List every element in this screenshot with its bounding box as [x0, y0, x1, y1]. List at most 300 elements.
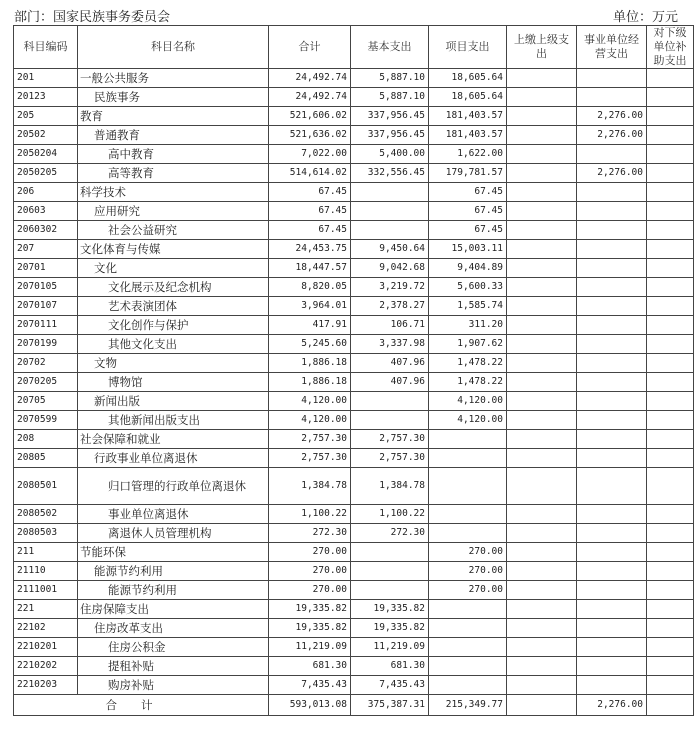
cell-code: 20702	[14, 354, 78, 373]
cell-subsidy	[647, 297, 694, 316]
col-header-upper: 上缴上级支出	[507, 26, 577, 69]
table-row	[14, 581, 694, 600]
cell-total: 1,100.22	[269, 505, 351, 524]
cell-code: 207	[14, 240, 78, 259]
cell-business	[577, 278, 647, 297]
cell-total: 272.30	[269, 524, 351, 543]
cell-business	[577, 411, 647, 430]
cell-total: 270.00	[269, 562, 351, 581]
cell-total: 24,492.74	[269, 88, 351, 107]
table-row	[14, 524, 694, 543]
table-body	[14, 69, 694, 716]
cell-code: 2210202	[14, 657, 78, 676]
cell-project	[429, 657, 507, 676]
cell-business	[577, 373, 647, 392]
cell-basic: 3,219.72	[351, 278, 429, 297]
cell-name: 艺术表演团体	[78, 297, 269, 316]
cell-subsidy	[647, 278, 694, 297]
cell-upper	[507, 676, 577, 695]
cell-upper	[507, 69, 577, 88]
cell-total: 7,435.43	[269, 676, 351, 695]
cell-name: 事业单位离退休	[78, 505, 269, 524]
cell-name: 高中教育	[78, 145, 269, 164]
cell-total: 67.45	[269, 221, 351, 240]
cell-project	[429, 468, 507, 505]
cell-subsidy	[647, 126, 694, 145]
table-row	[14, 619, 694, 638]
cell-project: 270.00	[429, 543, 507, 562]
cell-upper	[507, 88, 577, 107]
cell-name: 其他新闻出版支出	[78, 411, 269, 430]
cell-business	[577, 354, 647, 373]
budget-table	[13, 25, 694, 716]
cell-upper	[507, 411, 577, 430]
cell-name: 住房公积金	[78, 638, 269, 657]
table-row	[14, 145, 694, 164]
cell-upper	[507, 543, 577, 562]
cell-project: 67.45	[429, 221, 507, 240]
cell-name: 一般公共服务	[78, 69, 269, 88]
cell-code: 2070205	[14, 373, 78, 392]
cell-code: 2111001	[14, 581, 78, 600]
cell-project	[429, 430, 507, 449]
cell-basic	[351, 392, 429, 411]
table-row	[14, 221, 694, 240]
cell-basic: 2,757.30	[351, 430, 429, 449]
cell-business	[577, 600, 647, 619]
cell-basic: 1,100.22	[351, 505, 429, 524]
cell-project: 1,907.62	[429, 335, 507, 354]
cell-subsidy	[647, 543, 694, 562]
cell-upper	[507, 581, 577, 600]
cell-code: 2210203	[14, 676, 78, 695]
cell-basic: 5,887.10	[351, 69, 429, 88]
cell-upper	[507, 183, 577, 202]
table-row	[14, 126, 694, 145]
cell-total: 1,886.18	[269, 373, 351, 392]
cell-upper	[507, 600, 577, 619]
cell-business	[577, 240, 647, 259]
cell-basic: 337,956.45	[351, 126, 429, 145]
cell-code: 22102	[14, 619, 78, 638]
cell-name: 其他文化支出	[78, 335, 269, 354]
cell-basic	[351, 202, 429, 221]
cell-business	[577, 221, 647, 240]
cell-subsidy	[647, 202, 694, 221]
department-label: 部门：国家民族事务委员会	[14, 10, 171, 25]
col-header-business: 事业单位经营支出	[577, 26, 647, 69]
cell-upper	[507, 638, 577, 657]
table-header-row	[14, 26, 694, 69]
table-row	[14, 468, 694, 505]
cell-name: 普通教育	[78, 126, 269, 145]
cell-subsidy	[647, 145, 694, 164]
cell-upper	[507, 278, 577, 297]
cell-code: 2050204	[14, 145, 78, 164]
table-row	[14, 657, 694, 676]
cell-name: 能源节约利用	[78, 562, 269, 581]
table-row	[14, 430, 694, 449]
cell-subsidy	[647, 221, 694, 240]
cell-project: 67.45	[429, 183, 507, 202]
cell-basic: 9,450.64	[351, 240, 429, 259]
cell-code: 205	[14, 107, 78, 126]
col-header-code: 科目编码	[14, 26, 78, 69]
cell-project	[429, 505, 507, 524]
cell-name: 住房保障支出	[78, 600, 269, 619]
cell-code: 20805	[14, 449, 78, 468]
cell-basic: 5,887.10	[351, 88, 429, 107]
cell-subsidy	[647, 373, 694, 392]
cell-name: 文化体育与传媒	[78, 240, 269, 259]
cell-subsidy	[647, 524, 694, 543]
cell-code: 2070111	[14, 316, 78, 335]
cell-subsidy	[647, 69, 694, 88]
cell-business	[577, 543, 647, 562]
table-row	[14, 69, 694, 88]
cell-upper	[507, 373, 577, 392]
cell-name: 博物馆	[78, 373, 269, 392]
cell-business: 2,276.00	[577, 107, 647, 126]
cell-basic: 1,384.78	[351, 468, 429, 505]
cell-name: 民族事务	[78, 88, 269, 107]
cell-total: 24,453.75	[269, 240, 351, 259]
cell-project	[429, 600, 507, 619]
table-row	[14, 278, 694, 297]
total-subsidy	[647, 695, 694, 716]
cell-code: 2070599	[14, 411, 78, 430]
table-row	[14, 297, 694, 316]
cell-upper	[507, 126, 577, 145]
table-row	[14, 562, 694, 581]
cell-name: 行政事业单位离退休	[78, 449, 269, 468]
cell-code: 2080501	[14, 468, 78, 505]
cell-name: 文化创作与保护	[78, 316, 269, 335]
cell-code: 20705	[14, 392, 78, 411]
cell-total: 11,219.09	[269, 638, 351, 657]
cell-name: 节能环保	[78, 543, 269, 562]
cell-project: 4,120.00	[429, 411, 507, 430]
cell-basic: 332,556.45	[351, 164, 429, 183]
cell-code: 2070105	[14, 278, 78, 297]
cell-code: 206	[14, 183, 78, 202]
cell-subsidy	[647, 657, 694, 676]
cell-name: 购房补贴	[78, 676, 269, 695]
cell-code: 2080502	[14, 505, 78, 524]
total-total: 593,013.08	[269, 695, 351, 716]
cell-business	[577, 69, 647, 88]
cell-business	[577, 676, 647, 695]
cell-total: 270.00	[269, 581, 351, 600]
cell-business	[577, 449, 647, 468]
cell-total: 521,636.02	[269, 126, 351, 145]
cell-total: 417.91	[269, 316, 351, 335]
cell-subsidy	[647, 619, 694, 638]
table-row	[14, 316, 694, 335]
cell-basic: 272.30	[351, 524, 429, 543]
cell-basic	[351, 562, 429, 581]
cell-business: 2,276.00	[577, 126, 647, 145]
cell-project: 311.20	[429, 316, 507, 335]
cell-total: 3,964.01	[269, 297, 351, 316]
cell-name: 住房改革支出	[78, 619, 269, 638]
cell-business	[577, 657, 647, 676]
cell-business	[577, 619, 647, 638]
cell-basic: 9,042.68	[351, 259, 429, 278]
table-row	[14, 505, 694, 524]
table-row	[14, 676, 694, 695]
cell-total: 1,886.18	[269, 354, 351, 373]
cell-subsidy	[647, 600, 694, 619]
cell-upper	[507, 107, 577, 126]
cell-code: 211	[14, 543, 78, 562]
cell-code: 208	[14, 430, 78, 449]
total-label: 合计	[14, 695, 269, 716]
cell-code: 2210201	[14, 638, 78, 657]
col-header-project: 项目支出	[429, 26, 507, 69]
table-row	[14, 354, 694, 373]
table-row	[14, 259, 694, 278]
cell-basic	[351, 183, 429, 202]
cell-name: 文化展示及纪念机构	[78, 278, 269, 297]
cell-subsidy	[647, 316, 694, 335]
cell-project	[429, 524, 507, 543]
cell-basic: 11,219.09	[351, 638, 429, 657]
table-row	[14, 164, 694, 183]
cell-business	[577, 468, 647, 505]
cell-subsidy	[647, 164, 694, 183]
total-upper	[507, 695, 577, 716]
cell-basic: 19,335.82	[351, 619, 429, 638]
cell-business	[577, 505, 647, 524]
cell-subsidy	[647, 107, 694, 126]
table-row	[14, 240, 694, 259]
cell-project: 1,478.22	[429, 373, 507, 392]
cell-upper	[507, 619, 577, 638]
cell-code: 2070107	[14, 297, 78, 316]
cell-upper	[507, 449, 577, 468]
cell-upper	[507, 335, 577, 354]
cell-basic: 681.30	[351, 657, 429, 676]
cell-total: 7,022.00	[269, 145, 351, 164]
cell-upper	[507, 354, 577, 373]
cell-upper	[507, 164, 577, 183]
col-header-name: 科目名称	[78, 26, 269, 69]
col-header-basic: 基本支出	[351, 26, 429, 69]
cell-project: 9,404.89	[429, 259, 507, 278]
cell-name: 教育	[78, 107, 269, 126]
cell-name: 归口管理的行政单位离退休	[78, 468, 269, 505]
cell-name: 应用研究	[78, 202, 269, 221]
cell-total: 67.45	[269, 183, 351, 202]
cell-basic: 407.96	[351, 373, 429, 392]
cell-subsidy	[647, 240, 694, 259]
cell-subsidy	[647, 430, 694, 449]
cell-business	[577, 183, 647, 202]
cell-code: 201	[14, 69, 78, 88]
cell-project	[429, 676, 507, 695]
cell-basic: 19,335.82	[351, 600, 429, 619]
cell-project: 179,781.57	[429, 164, 507, 183]
cell-subsidy	[647, 505, 694, 524]
table-row	[14, 449, 694, 468]
table-row	[14, 373, 694, 392]
cell-upper	[507, 657, 577, 676]
cell-basic	[351, 411, 429, 430]
cell-total: 4,120.00	[269, 392, 351, 411]
cell-name: 科学技术	[78, 183, 269, 202]
cell-project: 270.00	[429, 581, 507, 600]
cell-business	[577, 638, 647, 657]
cell-project: 5,600.33	[429, 278, 507, 297]
cell-project: 1,585.74	[429, 297, 507, 316]
table-row	[14, 88, 694, 107]
cell-total: 2,757.30	[269, 449, 351, 468]
cell-project: 18,605.64	[429, 88, 507, 107]
cell-upper	[507, 145, 577, 164]
cell-business	[577, 145, 647, 164]
cell-basic: 2,378.27	[351, 297, 429, 316]
total-basic: 375,387.31	[351, 695, 429, 716]
cell-business	[577, 524, 647, 543]
cell-total: 2,757.30	[269, 430, 351, 449]
cell-upper	[507, 430, 577, 449]
cell-basic	[351, 543, 429, 562]
cell-basic: 106.71	[351, 316, 429, 335]
cell-business	[577, 430, 647, 449]
cell-upper	[507, 524, 577, 543]
total-row	[14, 695, 694, 716]
cell-upper	[507, 505, 577, 524]
cell-basic: 3,337.98	[351, 335, 429, 354]
table-row	[14, 543, 694, 562]
cell-total: 18,447.57	[269, 259, 351, 278]
cell-basic: 407.96	[351, 354, 429, 373]
cell-subsidy	[647, 581, 694, 600]
cell-subsidy	[647, 183, 694, 202]
cell-subsidy	[647, 638, 694, 657]
cell-project: 18,605.64	[429, 69, 507, 88]
cell-business	[577, 335, 647, 354]
cell-project: 1,622.00	[429, 145, 507, 164]
cell-business	[577, 392, 647, 411]
cell-business	[577, 259, 647, 278]
cell-project: 181,403.57	[429, 126, 507, 145]
cell-basic: 2,757.30	[351, 449, 429, 468]
cell-project: 67.45	[429, 202, 507, 221]
cell-name: 文化	[78, 259, 269, 278]
cell-upper	[507, 202, 577, 221]
cell-subsidy	[647, 411, 694, 430]
cell-code: 21110	[14, 562, 78, 581]
col-header-total: 合计	[269, 26, 351, 69]
cell-subsidy	[647, 392, 694, 411]
cell-basic: 337,956.45	[351, 107, 429, 126]
cell-name: 社会公益研究	[78, 221, 269, 240]
cell-subsidy	[647, 259, 694, 278]
cell-basic: 7,435.43	[351, 676, 429, 695]
cell-subsidy	[647, 88, 694, 107]
cell-total: 514,614.02	[269, 164, 351, 183]
cell-subsidy	[647, 562, 694, 581]
cell-upper	[507, 316, 577, 335]
cell-total: 681.30	[269, 657, 351, 676]
cell-basic	[351, 221, 429, 240]
table-row	[14, 638, 694, 657]
cell-total: 1,384.78	[269, 468, 351, 505]
cell-project: 1,478.22	[429, 354, 507, 373]
cell-business: 2,276.00	[577, 164, 647, 183]
cell-project: 270.00	[429, 562, 507, 581]
cell-basic: 5,400.00	[351, 145, 429, 164]
cell-subsidy	[647, 449, 694, 468]
unit-label: 单位：万元	[612, 10, 678, 25]
cell-name: 离退休人员管理机构	[78, 524, 269, 543]
cell-business	[577, 88, 647, 107]
cell-business	[577, 316, 647, 335]
cell-code: 20123	[14, 88, 78, 107]
cell-project: 181,403.57	[429, 107, 507, 126]
cell-total: 19,335.82	[269, 619, 351, 638]
table-row	[14, 107, 694, 126]
table-row	[14, 411, 694, 430]
cell-code: 2070199	[14, 335, 78, 354]
table-row	[14, 183, 694, 202]
cell-project	[429, 638, 507, 657]
cell-project	[429, 619, 507, 638]
cell-code: 20603	[14, 202, 78, 221]
cell-name: 文物	[78, 354, 269, 373]
cell-upper	[507, 468, 577, 505]
cell-name: 提租补贴	[78, 657, 269, 676]
total-project: 215,349.77	[429, 695, 507, 716]
cell-subsidy	[647, 354, 694, 373]
table-row	[14, 600, 694, 619]
col-header-subsidy: 对下级单位补助支出	[647, 26, 694, 69]
cell-subsidy	[647, 335, 694, 354]
cell-business	[577, 562, 647, 581]
cell-project	[429, 449, 507, 468]
table-row	[14, 202, 694, 221]
cell-project: 15,003.11	[429, 240, 507, 259]
cell-name: 高等教育	[78, 164, 269, 183]
cell-basic	[351, 581, 429, 600]
cell-total: 8,820.05	[269, 278, 351, 297]
cell-project: 4,120.00	[429, 392, 507, 411]
cell-upper	[507, 297, 577, 316]
cell-upper	[507, 562, 577, 581]
table-row	[14, 335, 694, 354]
cell-upper	[507, 392, 577, 411]
cell-name: 新闻出版	[78, 392, 269, 411]
total-business: 2,276.00	[577, 695, 647, 716]
cell-code: 2060302	[14, 221, 78, 240]
cell-code: 20701	[14, 259, 78, 278]
cell-total: 521,606.02	[269, 107, 351, 126]
cell-total: 24,492.74	[269, 69, 351, 88]
cell-code: 221	[14, 600, 78, 619]
cell-code: 20502	[14, 126, 78, 145]
cell-upper	[507, 259, 577, 278]
cell-total: 270.00	[269, 543, 351, 562]
cell-total: 19,335.82	[269, 600, 351, 619]
cell-code: 2080503	[14, 524, 78, 543]
cell-code: 2050205	[14, 164, 78, 183]
cell-subsidy	[647, 468, 694, 505]
cell-business	[577, 297, 647, 316]
cell-subsidy	[647, 676, 694, 695]
cell-name: 能源节约利用	[78, 581, 269, 600]
